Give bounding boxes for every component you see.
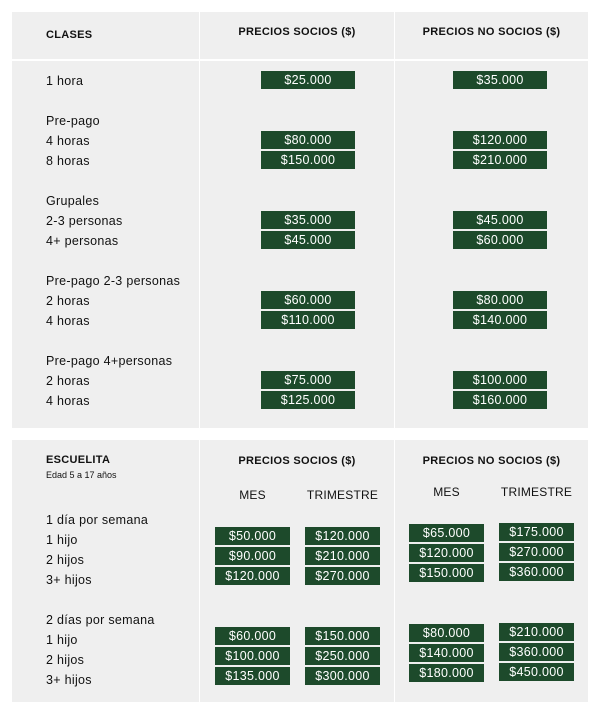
member-quarter-price: $300.000 <box>305 667 380 685</box>
class-group-label: Grupales <box>46 194 100 208</box>
school-label: 3+ hijos <box>46 573 92 587</box>
column-divider <box>199 12 200 428</box>
member-month-price: $100.000 <box>215 647 290 665</box>
nonmember-price: $45.000 <box>453 211 547 229</box>
school-label: 2 hijos <box>46 653 85 667</box>
classes-price-table <box>12 12 588 428</box>
nonmembers-price-header: PRECIOS NO SOCIOS ($) <box>422 26 561 38</box>
member-month-price: $50.000 <box>215 527 290 545</box>
nonmembers-price-header: PRECIOS NO SOCIOS ($) <box>422 455 561 467</box>
column-divider <box>199 440 200 702</box>
member-month-price: $90.000 <box>215 547 290 565</box>
nonmember-price: $80.000 <box>453 291 547 309</box>
member-quarter-price: $120.000 <box>305 527 380 545</box>
school-label: 1 hijo <box>46 633 78 647</box>
school-group-label: 2 días por semana <box>46 613 155 627</box>
class-group-label: Pre-pago 4+personas <box>46 354 173 368</box>
class-group-label: Pre-pago 2-3 personas <box>46 274 181 288</box>
member-price: $45.000 <box>261 231 355 249</box>
member-price: $150.000 <box>261 151 355 169</box>
nonmember-month-price: $120.000 <box>409 544 484 562</box>
nonmember-quarter-price: $360.000 <box>499 563 574 581</box>
member-price: $60.000 <box>261 291 355 309</box>
classes-header: CLASES <box>46 29 93 41</box>
header-divider <box>12 59 588 61</box>
member-quarter-price: $210.000 <box>305 547 380 565</box>
nonmember-price: $100.000 <box>453 371 547 389</box>
class-label: 2 horas <box>46 374 90 388</box>
nonmember-quarter-price: $175.000 <box>499 523 574 541</box>
nonmember-quarter-price: $360.000 <box>499 643 574 661</box>
member-month-price: $60.000 <box>215 627 290 645</box>
column-divider <box>394 12 395 428</box>
school-label: 2 hijos <box>46 553 85 567</box>
nonmember-month-price: $65.000 <box>409 524 484 542</box>
escuelita-subtitle: Edad 5 a 17 años <box>46 470 117 480</box>
nonmember-quarter-price: $450.000 <box>499 663 574 681</box>
member-price: $110.000 <box>261 311 355 329</box>
quarter-column-header: TRIMESTRE <box>500 485 573 499</box>
nonmember-month-price: $150.000 <box>409 564 484 582</box>
escuelita-price-table <box>12 440 588 702</box>
nonmember-price: $35.000 <box>453 71 547 89</box>
class-label: 2-3 personas <box>46 214 123 228</box>
school-label: 3+ hijos <box>46 673 92 687</box>
class-label: 4+ personas <box>46 234 119 248</box>
month-column-header: MES <box>433 485 460 499</box>
class-label: 4 horas <box>46 394 90 408</box>
escuelita-title: ESCUELITA <box>46 454 111 466</box>
nonmember-price: $160.000 <box>453 391 547 409</box>
class-label: 4 horas <box>46 134 90 148</box>
nonmember-quarter-price: $210.000 <box>499 623 574 641</box>
nonmember-price: $210.000 <box>453 151 547 169</box>
member-quarter-price: $270.000 <box>305 567 380 585</box>
member-month-price: $120.000 <box>215 567 290 585</box>
class-label: 8 horas <box>46 154 90 168</box>
nonmember-price: $60.000 <box>453 231 547 249</box>
school-label: 1 hijo <box>46 533 78 547</box>
month-column-header: MES <box>239 488 266 502</box>
member-month-price: $135.000 <box>215 667 290 685</box>
members-price-header: PRECIOS SOCIOS ($) <box>238 26 356 38</box>
quarter-column-header: TRIMESTRE <box>306 488 379 502</box>
member-price: $125.000 <box>261 391 355 409</box>
member-quarter-price: $150.000 <box>305 627 380 645</box>
member-price: $75.000 <box>261 371 355 389</box>
class-label: 4 horas <box>46 314 90 328</box>
school-group-label: 1 día por semana <box>46 513 149 527</box>
member-price: $35.000 <box>261 211 355 229</box>
member-price: $25.000 <box>261 71 355 89</box>
nonmember-month-price: $180.000 <box>409 664 484 682</box>
class-label: 2 horas <box>46 294 90 308</box>
nonmember-month-price: $140.000 <box>409 644 484 662</box>
nonmember-price: $140.000 <box>453 311 547 329</box>
nonmember-quarter-price: $270.000 <box>499 543 574 561</box>
members-price-header: PRECIOS SOCIOS ($) <box>238 455 356 467</box>
column-divider <box>394 440 395 702</box>
member-quarter-price: $250.000 <box>305 647 380 665</box>
class-group-label: Pre-pago <box>46 114 100 128</box>
nonmember-month-price: $80.000 <box>409 624 484 642</box>
nonmember-price: $120.000 <box>453 131 547 149</box>
class-label: 1 hora <box>46 74 84 88</box>
member-price: $80.000 <box>261 131 355 149</box>
